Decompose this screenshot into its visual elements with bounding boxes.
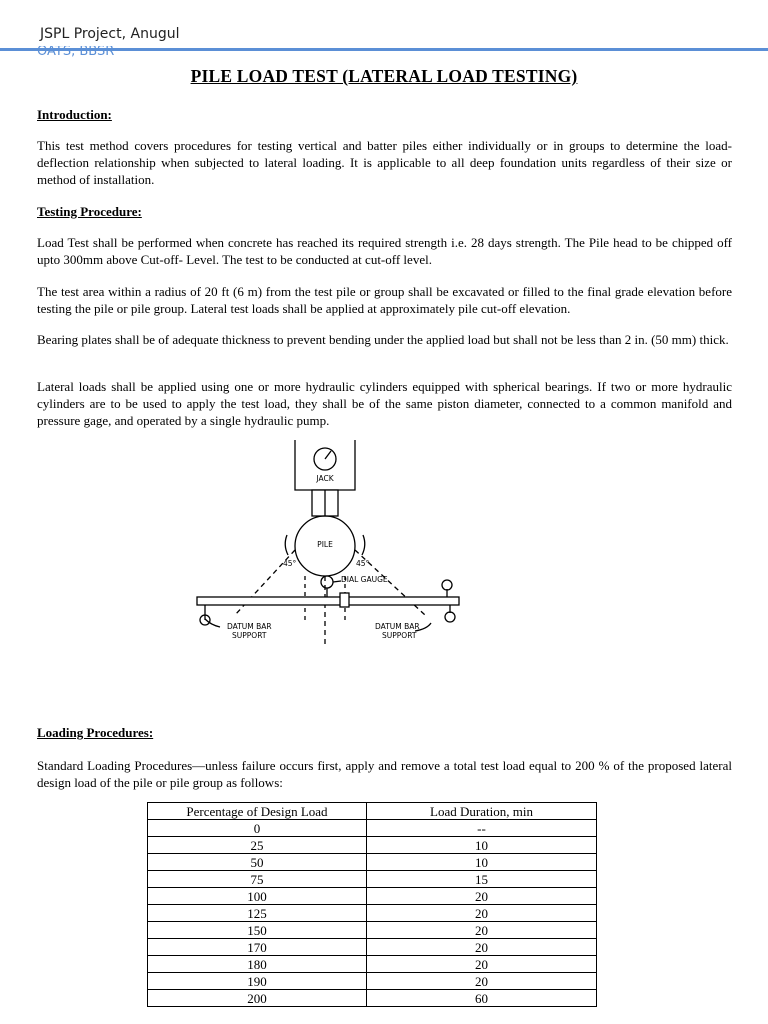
table-row xyxy=(148,820,597,837)
header-project: JSPL Project, Anugul xyxy=(40,26,180,42)
cell-percentage: 0 xyxy=(148,820,367,837)
cell-percentage: 190 xyxy=(148,973,367,990)
dial-gauge-icon xyxy=(321,576,333,588)
angle-label-left: 45° xyxy=(283,559,297,568)
table-row xyxy=(148,837,597,854)
cell-duration: 20 xyxy=(367,888,597,905)
pile-label: PILE xyxy=(317,540,333,549)
table-row xyxy=(148,854,597,871)
cell-percentage: 150 xyxy=(148,922,367,939)
datum-bar-label-left: DATUM BAR xyxy=(227,622,272,631)
cell-percentage: 50 xyxy=(148,854,367,871)
table-row xyxy=(148,990,597,1007)
introduction-heading: Introduction: xyxy=(37,107,112,122)
header-divider xyxy=(0,48,768,51)
table-row xyxy=(148,888,597,905)
testing-paragraph-2: The test area within a radius of 20 ft (6 m) from the test pile or group shall be excavated or filled to the final grade elevation before testing the pile or pile group. Lateral test loads shall be applied at approximately pile cut-off elevation. xyxy=(37,284,732,316)
loading-schedule-table xyxy=(147,802,597,1007)
testing-paragraph-1: Load Test shall be performed when concrete has reached its required strength i.e. 28 days strength. The Pile head to be chipped off upto 300mm above Cut-off- Level. The test to be conducted at cut-off level. xyxy=(37,235,732,267)
table-row xyxy=(148,871,597,888)
cell-percentage: 170 xyxy=(148,939,367,956)
lateral-load-test-diagram xyxy=(175,435,475,645)
datum-support-right-top xyxy=(442,580,452,590)
column-header-duration: Load Duration, min xyxy=(367,803,597,820)
cell-duration: 20 xyxy=(367,973,597,990)
cell-percentage: 180 xyxy=(148,956,367,973)
cell-duration: 20 xyxy=(367,905,597,922)
cell-duration: 60 xyxy=(367,990,597,1007)
loading-procedures-heading: Loading Procedures: xyxy=(37,725,154,740)
cell-duration: 10 xyxy=(367,854,597,871)
page-title: PILE LOAD TEST (LATERAL LOAD TESTING) xyxy=(190,66,578,86)
datum-bar-label-right: DATUM BAR xyxy=(375,622,420,631)
cell-percentage: 75 xyxy=(148,871,367,888)
angle-label-right: 45° xyxy=(356,559,370,568)
loading-procedures-text: Standard Loading Procedures—unless failure occurs first, apply and remove a total test load equal to 200 % of the proposed lateral design load of the pile or pile group as follows: xyxy=(37,758,732,790)
table-row xyxy=(148,939,597,956)
cell-duration: -- xyxy=(367,820,597,837)
cell-duration: 10 xyxy=(367,837,597,854)
column-header-percentage: Percentage of Design Load xyxy=(148,803,367,820)
cell-percentage: 125 xyxy=(148,905,367,922)
dial-gauge-label: DIAL GAUGE xyxy=(341,575,388,584)
datum-support-label-right: SUPPORT xyxy=(382,631,417,640)
header-org: OATS, BBSR xyxy=(37,46,115,59)
table-row xyxy=(148,973,597,990)
datum-support-right-bottom xyxy=(445,612,455,622)
datum-support-label-left: SUPPORT xyxy=(232,631,267,640)
cell-percentage: 100 xyxy=(148,888,367,905)
cell-duration: 20 xyxy=(367,939,597,956)
introduction-text: This test method covers procedures for testing vertical and batter piles either individually or in groups to determine the load-deflection relationship when subjected to lateral loading. It is applicable to all deep foundation units regardless of their size or method of installation. xyxy=(37,138,732,187)
table-header-row xyxy=(148,803,597,820)
testing-paragraph-3: Bearing plates shall be of adequate thickness to prevent bending under the applied load but shall not be less than 2 in. (50 mm) thick. xyxy=(37,332,729,347)
datum-bar xyxy=(197,597,459,605)
cell-duration: 20 xyxy=(367,922,597,939)
table-row xyxy=(148,922,597,939)
testing-paragraph-4: Lateral loads shall be applied using one or more hydraulic cylinders equipped with spherical bearings. If two or more hydraulic cylinders are to be used to apply the test load, they shall be of the same piston diameter, connected to a common manifold and pressure gage, and operated by a single hydraulic pump. xyxy=(37,379,732,428)
table-row xyxy=(148,905,597,922)
testing-procedure-heading: Testing Procedure: xyxy=(37,204,142,219)
jack-label: JACK xyxy=(316,474,334,483)
cell-duration: 15 xyxy=(367,871,597,888)
table-row xyxy=(148,956,597,973)
cell-percentage: 25 xyxy=(148,837,367,854)
cell-duration: 20 xyxy=(367,956,597,973)
cell-percentage: 200 xyxy=(148,990,367,1007)
